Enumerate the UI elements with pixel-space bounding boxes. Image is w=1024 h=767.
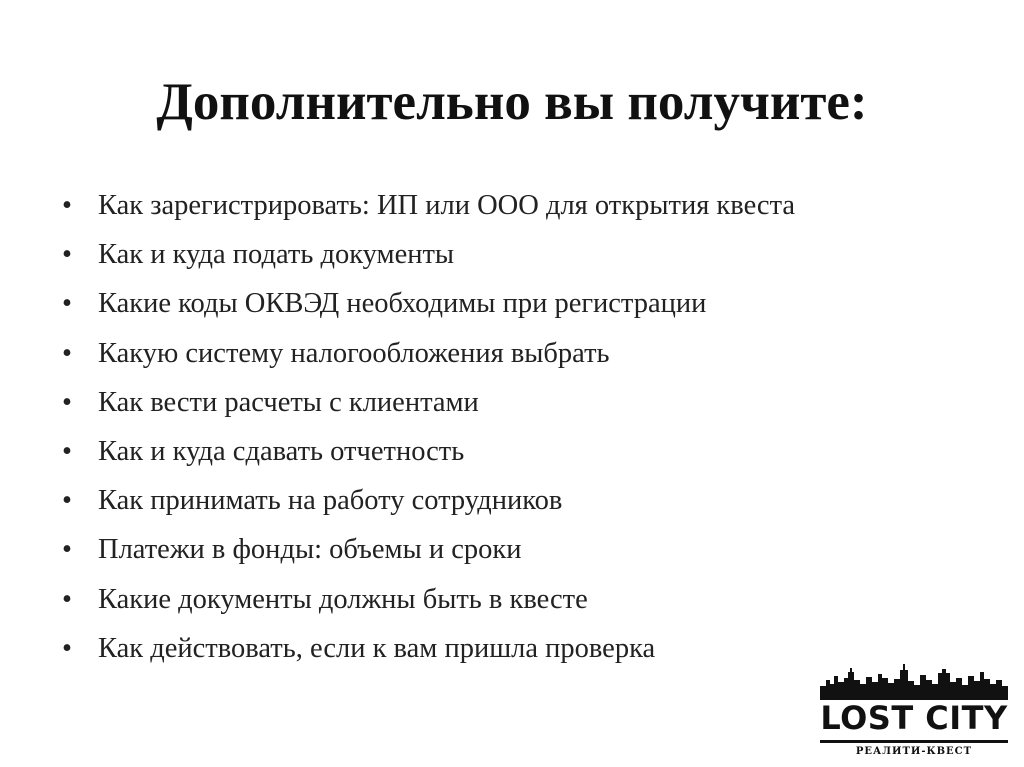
list-item-text: Как принимать на работу сотрудников — [98, 485, 563, 517]
list-item-text: Какую систему налогообложения выбрать — [98, 337, 610, 369]
list-item-text: Как зарегистрировать: ИП или ООО для открытия квеста — [98, 190, 796, 221]
logo-tagline: РЕАЛИТИ-КВЕСТ — [855, 746, 973, 757]
bullet-list — [62, 181, 795, 673]
bullet-icon: • — [62, 583, 72, 615]
bullet-icon: • — [62, 288, 72, 320]
list-item — [62, 476, 795, 525]
bullet-icon: • — [62, 337, 72, 369]
bullet-icon: • — [62, 632, 72, 664]
list-item-text: Как и куда подать документы — [98, 239, 455, 271]
list-item — [62, 575, 795, 624]
list-item — [62, 624, 795, 673]
list-item — [62, 378, 795, 427]
logo-brand: LOST CITY — [820, 699, 1008, 737]
bullet-icon: • — [62, 534, 72, 566]
bullet-icon: • — [62, 435, 72, 467]
list-item — [62, 427, 795, 476]
bullet-icon: • — [62, 190, 72, 221]
list-item-text: Как действовать, если к вам пришла проверка — [98, 632, 656, 664]
list-item — [62, 329, 795, 378]
logo-divider — [820, 740, 1008, 743]
city-skyline-icon — [820, 660, 1008, 700]
bullet-icon: • — [62, 239, 72, 271]
list-item — [62, 525, 795, 574]
bullet-icon: • — [62, 386, 72, 418]
list-item — [62, 230, 795, 279]
list-item-text: Как и куда сдавать отчетность — [98, 435, 465, 467]
list-item-text: Как вести расчеты с клиентами — [98, 386, 479, 418]
list-item — [62, 181, 795, 230]
slide-title: Дополнительно вы получите: — [156, 73, 868, 131]
list-item-text: Платежи в фонды: объемы и сроки — [98, 534, 522, 566]
bullet-icon: • — [62, 485, 72, 517]
list-item-text: Какие коды ОКВЭД необходимы при регистрации — [98, 288, 707, 320]
list-item-text: Какие документы должны быть в квесте — [98, 583, 588, 615]
lost-city-logo — [816, 660, 1012, 760]
list-item — [62, 279, 795, 328]
